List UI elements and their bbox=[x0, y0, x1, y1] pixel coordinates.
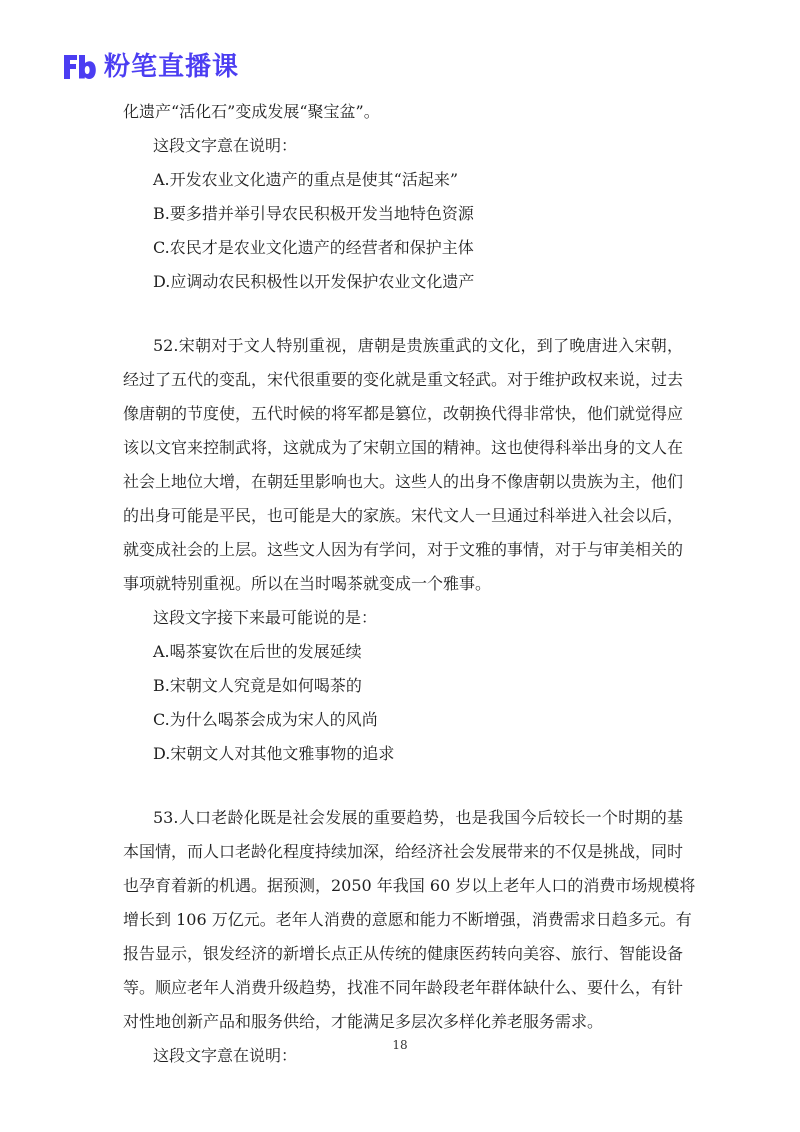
q53-line-5: 报告显示，银发经济的新增长点正从传统的健康医药转向美容、旅行、智能设备 bbox=[123, 944, 684, 963]
q52-option-c: C.为什么喝茶会成为宋人的风尚 bbox=[153, 710, 378, 729]
q51-prompt: 这段文字意在说明： bbox=[153, 136, 298, 155]
q52-prompt: 这段文字接下来最可能说的是： bbox=[153, 608, 378, 627]
q52-line-3: 像唐朝的节度使，五代时候的将军都是篡位，改朝换代得非常快，他们就觉得应 bbox=[123, 404, 684, 423]
q52-option-a: A.喝茶宴饮在后世的发展延续 bbox=[153, 642, 362, 661]
q51-option-c: C.农民才是农业文化遗产的经营者和保护主体 bbox=[153, 238, 474, 257]
q52-line-7: 就变成社会的上层。这些文人因为有学问，对于文雅的事情，对于与审美相关的 bbox=[123, 540, 684, 559]
q53-line-6: 等。顺应老年人消费升级趋势，找准不同年龄段老年群体缺什么、要什么，有针 bbox=[123, 978, 684, 997]
q52-line-1: 52.宋朝对于文人特别重视，唐朝是贵族重武的文化，到了晚唐进入宋朝， bbox=[153, 336, 683, 355]
q53-line-1: 53.人口老龄化既是社会发展的重要趋势，也是我国今后较长一个时期的基 bbox=[153, 808, 683, 827]
q52-option-b: B.宋朝文人究竟是如何喝茶的 bbox=[153, 676, 362, 695]
q51-option-a: A.开发农业文化遗产的重点是使其“活起来” bbox=[153, 170, 459, 189]
q51-option-d: D.应调动农民积极性以开发保护农业文化遗产 bbox=[153, 272, 475, 291]
q52-option-d: D.宋朝文人对其他文雅事物的追求 bbox=[153, 744, 395, 763]
q53-line-7: 对性地创新产品和服务供给，才能满足多层次多样化养老服务需求。 bbox=[123, 1012, 604, 1031]
q53-prompt: 这段文字意在说明： bbox=[153, 1046, 298, 1065]
header-logo bbox=[62, 52, 239, 82]
q53-line-3: 也孕育着新的机遇。据预测，2050 年我国 60 岁以上老年人口的消费市场规模将 bbox=[123, 876, 696, 895]
page-number: 18 bbox=[392, 1038, 408, 1052]
q52-line-5: 社会上地位大增，在朝廷里影响也大。这些人的出身不像唐朝以贵族为主，他们 bbox=[123, 472, 684, 491]
q51-tail-line: 化遗产“活化石”变成发展“聚宝盆”。 bbox=[123, 102, 380, 121]
q52-line-2: 经过了五代的变乱，宋代很重要的变化就是重文轻武。对于维护政权来说，过去 bbox=[123, 370, 684, 389]
q51-option-b: B.要多措并举引导农民积极开发当地特色资源 bbox=[153, 204, 474, 223]
q52-line-8: 事项就特别重视。所以在当时喝茶就变成一个雅事。 bbox=[123, 574, 492, 593]
fenbi-logo-icon bbox=[62, 52, 96, 82]
page-content bbox=[123, 95, 696, 1073]
q52-line-4: 该以文官来控制武将，这就成为了宋朝立国的精神。这也使得科举出身的文人在 bbox=[123, 438, 684, 457]
q52-line-6: 的出身可能是平民，也可能是大的家族。宋代文人一旦通过科举进入社会以后， bbox=[123, 506, 684, 525]
q53-line-4: 增长到 106 万亿元。老年人消费的意愿和能力不断增强，消费需求日趋多元。有 bbox=[123, 910, 692, 929]
logo-text: 粉笔直播课 bbox=[104, 52, 240, 82]
q53-line-2: 本国情，而人口老龄化程度持续加深，给经济社会发展带来的不仅是挑战，同时 bbox=[123, 842, 684, 861]
